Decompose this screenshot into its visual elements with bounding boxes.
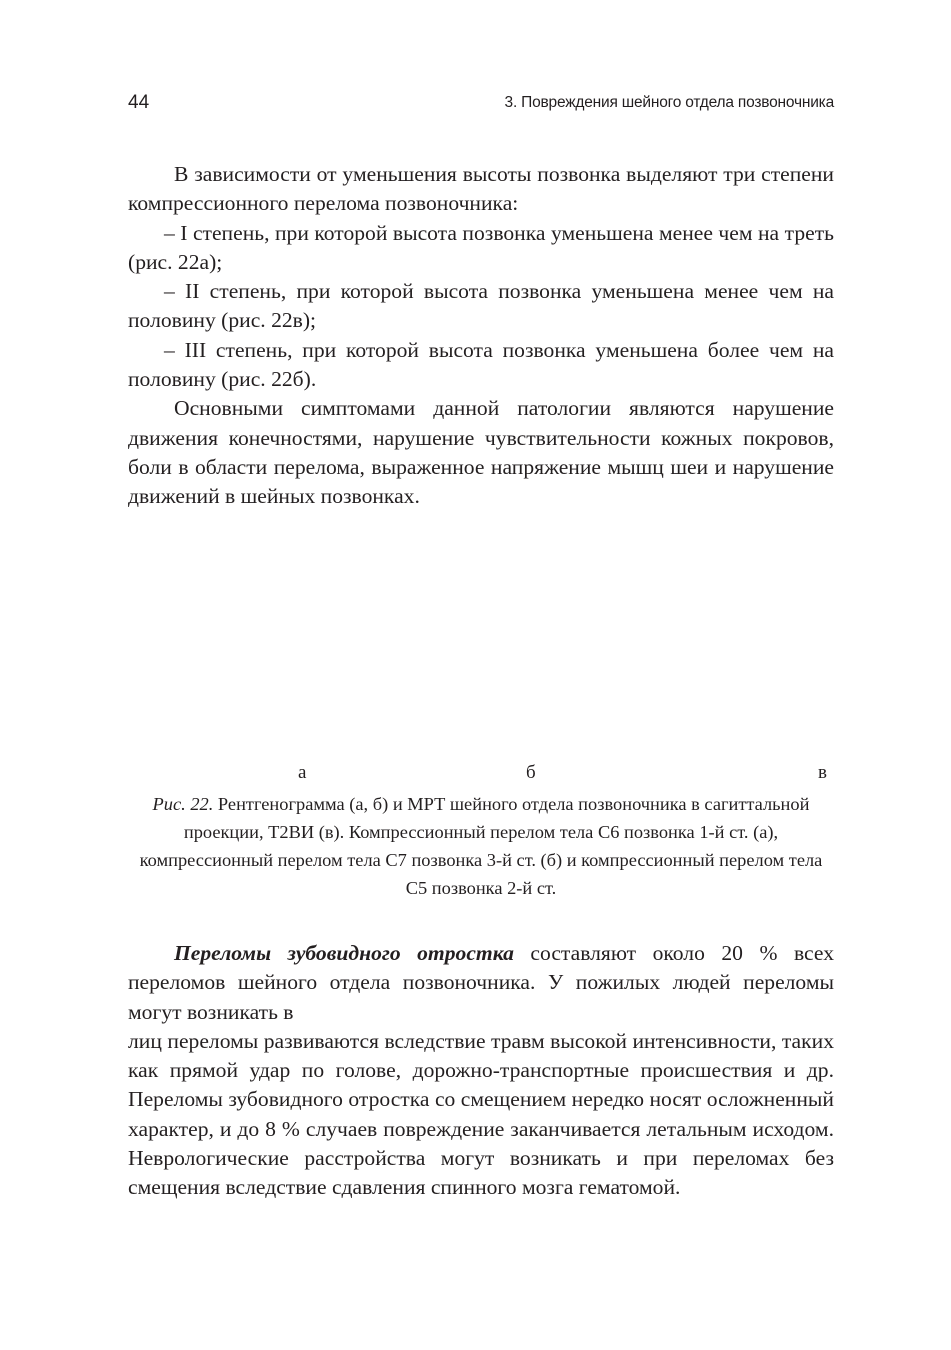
grade-3-item: – III степень, при которой высота позвонка уменьшена более чем на половину (рис. 22б).	[128, 337, 834, 392]
grade-1-item: – I степень, при которой высота позвонка уменьшена менее чем на треть (рис. 22а);	[128, 220, 834, 274]
grades-intro-paragraph: В зависимости от уменьшения высоты позвонка выделяют три степени компрессионного перелома позвоночника:	[128, 162, 834, 216]
panel-label-b: б	[526, 762, 536, 783]
chapter-title: 3. Повреждения шейного отдела позвоночника	[504, 94, 834, 111]
odontoid-term: Переломы зубовидного отростка	[174, 941, 514, 965]
odontoid-paragraph-1	[128, 939, 834, 1027]
grade-2-item: – II степень, при которой высота позвонка уменьшена менее чем на половину (рис. 22в);	[128, 279, 834, 333]
caption-text: Рентгенограмма (а, б) и МРТ шейного отдела позвоночника в сагиттальной проекции, Т2ВИ (в). Компрессионный перелом тела С6 позвонка 1-й ст. (а), компрессионный перелом тела С7 позвонка 3-й ст. (б) и компрессионный перелом тела С5 позвонка 2-й ст.	[139, 794, 823, 898]
symptoms-paragraph: Основными симптомами данной патологии являются нарушение движения конечностями, нарушение чувствительности кожных покровов, боли в области перелома, выраженное напряжение мышц шеи и нарушение движений в шейных позвонках.	[128, 396, 834, 509]
figure-label: Рис. 22.	[152, 794, 214, 814]
book-page	[128, 0, 834, 1350]
running-header	[128, 92, 834, 116]
odontoid-paragraph-2: лиц переломы развиваются вследствие травм высокой интенсивности, таких как прямой удар по голове, дорожно-транспортные происшествия и др. Переломы зубовидного отростка со смещением нередко носят осложненный характер, и до 8 % случаев повреждение заканчивается летальным исходом. Неврологические расстройства могут возникать и при переломах без смещения вследствие сдавления спинного мозга гематомой.	[128, 1028, 834, 1200]
compression-grades-section	[128, 160, 834, 512]
panel-label-a: а	[298, 762, 307, 783]
odontoid-fractures-section	[128, 939, 834, 1203]
figure-22-caption	[128, 790, 834, 902]
figure-panel-labels	[128, 762, 834, 788]
figure-22-image-area	[128, 522, 834, 760]
page-number: 44	[128, 92, 150, 113]
panel-label-v: в	[818, 762, 827, 783]
odontoid-paragraph-1-text: составляют около 20 % всех переломов шейного отдела позвоночника. У пожилых людей переломы могут возникать в	[128, 941, 834, 1024]
